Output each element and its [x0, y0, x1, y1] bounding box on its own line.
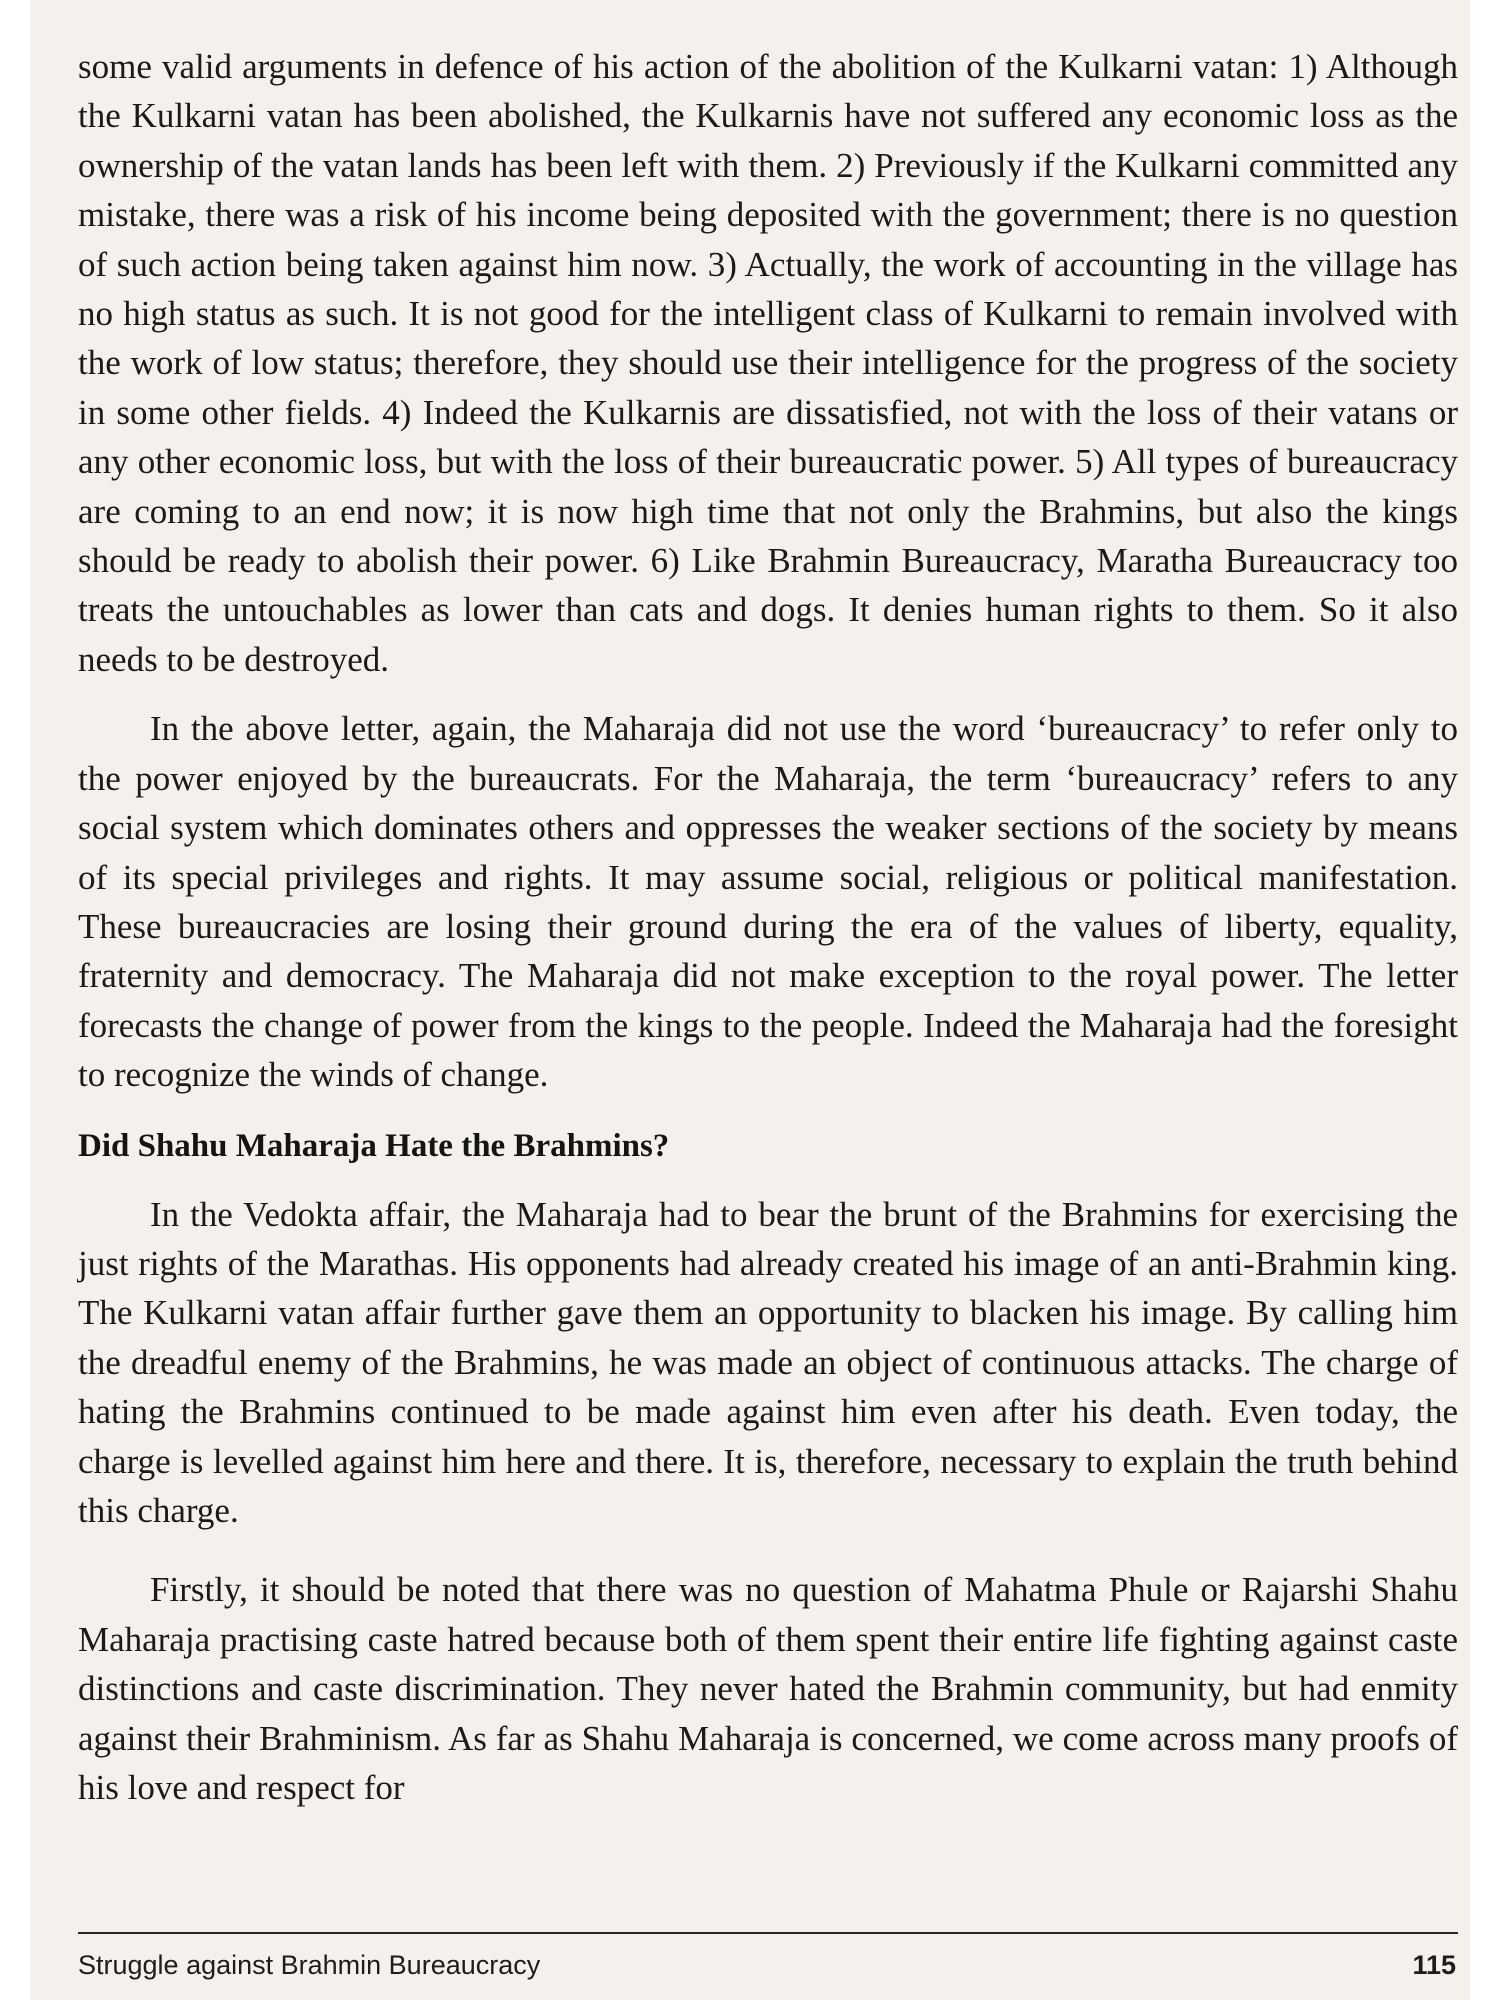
footer-divider — [78, 1932, 1458, 1934]
running-title: Struggle against Brahmin Bureaucracy — [78, 1950, 541, 1980]
body-text — [78, 42, 1458, 1812]
paragraph-2: In the above letter, again, the Maharaja did not use the word ‘bureaucracy’ to refer only to the power enjoyed by the bureaucrats. For the Maharaja, the term ‘bureaucracy’ refers to any social system which dominates others and oppresses the weaker sections of the society by means of its special privileges and rights. It may assume social, religious or political manifestation. These bureaucracies are losing their ground during the era of the values of liberty, equality, fraternity and democracy. The Maharaja did not make exception to the royal power. The letter forecasts the change of power from the kings to the people. Indeed the Maharaja had the foresight to recognize the winds of change. — [78, 709, 1458, 1095]
paragraph-1: some valid arguments in defence of his action of the abolition of the Kulkarni vatan: 1) Although the Kulkarni vatan has been abolished, the Kulkarnis have not suffered any economic loss as the ownership of the vatan lands has been left with them. 2) Previously if the Kulkarni committed any mistake, there was a risk of his income being deposited with the government; there is no question of such action being taken against him now. 3) Actually, the work of accounting in the village has no high status as such. It is not good for the intelligent class of Kulkarni to remain involved with the work of low status; therefore, they should use their intelligence for the progress of the society in some other fields. 4) Indeed the Kulkarnis are dissatisfied, not with the loss of their vatans or any other economic loss, but with the loss of their bureaucratic power. 5) All types of bureaucracy are coming to an end now; it is now high time that not only the Brahmins, but also the kings should be ready to abolish their power. 6) Like Brahmin Bureaucracy, Maratha Bureaucracy too treats the untouchables as lower than cats and dogs. It denies human rights to them. So it also needs to be destroyed. — [78, 47, 1458, 679]
section-heading: Did Shahu Maharaja Hate the Brahmins? — [78, 1127, 670, 1164]
page-number: 115 — [1412, 1950, 1456, 1980]
book-page — [30, 0, 1470, 2000]
paragraph-3: In the Vedokta affair, the Maharaja had to bear the brunt of the Brahmins for exercising the just rights of the Marathas. His opponents had already created his image of an anti-Brahmin king. The Kulkarni vatan affair further gave them an opportunity to blacken his image. By calling him the dreadful enemy of the Brahmins, he was made an object of continuous attacks. The charge of hating the Brahmins continued to be made against him even after his death. Even today, the charge is levelled against him here and there. It is, therefore, necessary to explain the truth behind this charge. — [78, 1194, 1458, 1530]
paragraph-4: Firstly, it should be noted that there was no question of Mahatma Phule or Rajarshi Shahu Maharaja practising caste hatred because both of them spent their entire life fighting against caste distinctions and caste discrimination. They never hated the Brahmin community, but had enmity against their Brahminism. As far as Shahu Maharaja is concerned, we come across many proofs of his love and respect for — [78, 1570, 1458, 1807]
